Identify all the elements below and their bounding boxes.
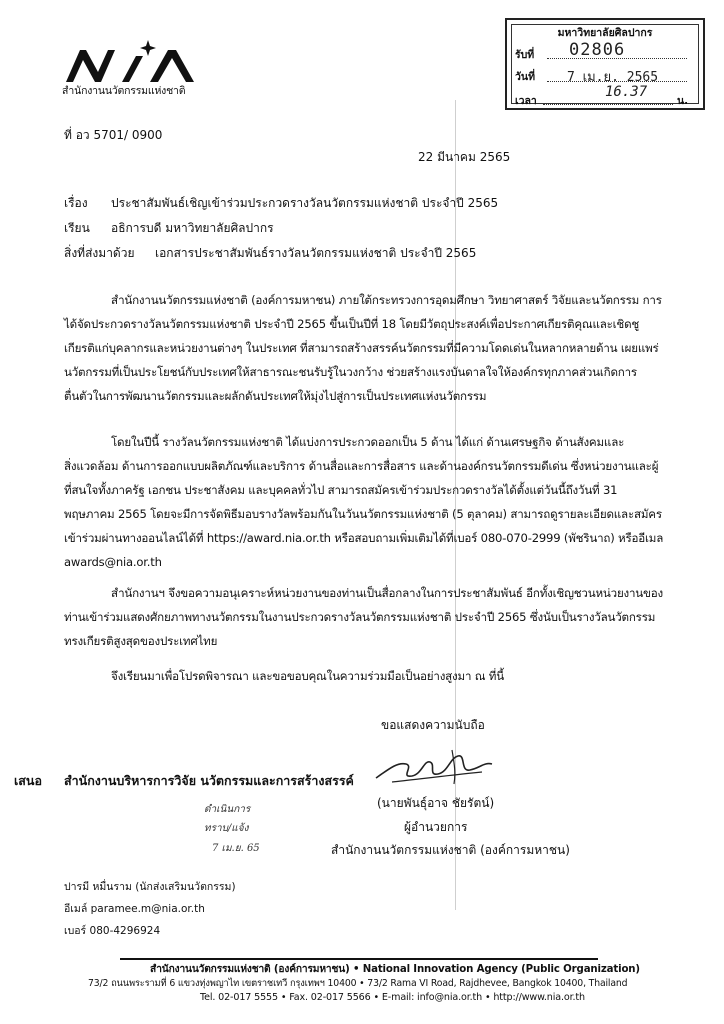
paragraph-2-line: สิ่งแวดล้อม ด้านการออกแบบผลิตภัณฑ์และบริการ ด้านสื่อและการสื่อสาร และด้านองค์กรนวัตกรรมดีเด่น ซึ่งหน่วยงานและผู้ (64, 459, 659, 473)
signatory-name: (นายพันธุ์อาจ ชัยรัตน์) (377, 796, 495, 810)
reference-number: ที่ อว 5701/ 0900 (64, 128, 163, 142)
paragraph-3-line: ท่านเข้าร่วมแสดงศักยภาพทางนวัตกรรมในงานประกวดรางวัลนวัตกรรมแห่งชาติ ประจำปี 2565 ซึ่งนับเป็นรางวัลนวัตกรรม (64, 610, 656, 624)
paragraph-2-line: พฤษภาคม 2565 โดยจะมีการจัดพิธีมอบรางวัลพร้อมกันในวันนวัตกรรมแห่งชาติ (5 ตุลาคม) สามารถดูรายละเอียดและสมัคร (64, 507, 662, 521)
paragraph-1-line: ตื่นตัวในการพัฒนานวัตกรรมและผลักดันประเทศให้มุ่งไปสู่การเป็นประเทศแห่งนวัตกรรม (64, 389, 487, 403)
closing-request: จึงเรียนมาเพื่อโปรดพิจารณา และขอขอบคุณในความร่วมมือเป็นอย่างสูงมา ณ ที่นี้ (111, 669, 504, 683)
stamp-date-value: 7 เม.ย. 2565 (567, 70, 659, 85)
paragraph-3-line: สำนักงานฯ จึงขอความอนุเคราะห์หน่วยงานของท่านเป็นสื่อกลางในการประชาสัมพันธ์ อีกทั้งเชิญชวนหน่วยงานของ (111, 586, 663, 600)
director-signature (372, 742, 497, 792)
stamp-time-value: 16.37 (605, 84, 648, 100)
footer-contact-line: Tel. 02-017 5555 • Fax. 02-017 5566 • E-mail: info@nia.or.th • http://www.nia.or.th (200, 992, 585, 1003)
contact-person: ปารมี หมื่นราม (นักส่งเสริมนวัตกรรม) (64, 881, 236, 893)
handwritten-note: ดำเนินการ (204, 804, 251, 815)
paragraph-2-line: โดยในปีนี้ รางวัลนวัตกรรมแห่งชาติ ได้แบ่งการประกวดออกเป็น 5 ด้าน ได้แก่ ด้านเศรษฐกิจ ด้านสังคมและ (111, 435, 625, 449)
footer-address-line: 73/2 ถนนพระรามที่ 6 แขวงทุ่งพญาไท เขตราชเทวี กรุงเทพฯ 10400 • 73/2 Rama VI Road, Rajdhevee, Bangkok 10400, Thailand (88, 978, 628, 989)
paragraph-1-line: นวัตกรรมที่เป็นประโยชน์กับประเทศให้สาธารณะชนรับรู้ในวงกว้าง ช่วยสร้างแรงบันดาลใจให้องค์กรทุกภาคส่วนเกิดการ (64, 365, 637, 379)
letter-date: 22 มีนาคม 2565 (418, 150, 511, 164)
paragraph-2-email: awards@nia.or.th (64, 555, 162, 569)
stamp-received-label: รับที่ (515, 49, 535, 61)
paragraph-1-line: สำนักงานนวัตกรรมแห่งชาติ (องค์การมหาชน) ภายใต้กระทรวงการอุดมศึกษา วิทยาศาสตร์ วิจัยและนวัตกรรม การ (111, 293, 662, 307)
regards-text: ขอแสดงความนับถือ (381, 718, 485, 732)
stamp-time-suffix: น. (677, 95, 689, 107)
attachment-text: เอกสารประชาสัมพันธ์รางวัลนวัตกรรมแห่งชาติ ประจำปี 2565 (155, 246, 477, 260)
contact-phone: เบอร์ 080-4296924 (64, 925, 161, 937)
subject-text: ประชาสัมพันธ์เชิญเข้าร่วมประกวดรางวัลนวัตกรรมแห่งชาติ ประจำปี 2565 (111, 196, 499, 210)
signatory-organization: สำนักงานนวัตกรรมแห่งชาติ (องค์การมหาชน) (331, 843, 570, 857)
recipient-text: อธิการบดี มหาวิทยาลัยศิลปากร (111, 221, 274, 235)
stamp-date-label: วันที่ (515, 71, 535, 83)
receiving-stamp (505, 18, 705, 110)
paragraph-1-line: เกียรติแก่บุคลากรและหน่วยงานต่างๆ ในประเทศ ที่สามารถสร้างสรรค์นวัตกรรมที่มีความโดดเด่นในหลากหลายด้าน เผยแพร่ (64, 341, 659, 355)
paragraph-1-line: ได้จัดประกวดรางวัลนวัตกรรมแห่งชาติ ประจำปี 2565 ขึ้นเป็นปีที่ 18 โดยมีวัตถุประสงค์เพื่อประกาศเกียรติคุณและเชิดชู (64, 317, 640, 331)
recipient-label: เรียน (64, 221, 90, 235)
contact-email: อีเมล์ paramee.m@nia.or.th (64, 903, 205, 915)
subject-label: เรื่อง (64, 196, 88, 210)
stamp-time-label: เวลา (515, 95, 537, 107)
stamp-title: มหาวิทยาลัยศิลปากร (557, 27, 653, 39)
paragraph-2-line: เข้าร่วมผ่านทางออนไลน์ได้ที่ https://award.nia.or.th หรือสอบถามเพิ่มเติมได้ที่เบอร์ 080-070-2999 (พัชรินาถ) หรืออีเมล (64, 531, 664, 545)
stamp-received-number: 02806 (569, 40, 626, 60)
footer-org-line: สำนักงานนวัตกรรมแห่งชาติ (องค์การมหาชน) • National Innovation Agency (Public Organization) (150, 964, 640, 975)
logo-text: สำนักงานนวัตกรรมแห่งชาติ (62, 85, 186, 97)
attachment-label: สิ่งที่ส่งมาด้วย (64, 246, 135, 260)
signatory-position: ผู้อำนวยการ (404, 820, 468, 834)
footer-rule (120, 958, 598, 960)
routing-recipient: สำนักงานบริหารการวิจัย นวัตกรรมและการสร้างสรรค์ (64, 773, 354, 788)
paragraph-3-line: ทรงเกียรติสูงสุดของประเทศไทย (64, 634, 218, 648)
paragraph-2-line: ที่สนใจทั้งภาครัฐ เอกชน ประชาสังคม และบุคคลทั่วไป สามารถสมัครเข้าร่วมประกวดรางวัลได้ตั้งแต่วันนี้ถึงวันที่ 31 (64, 483, 618, 497)
handwritten-note: 7 เม.ย. 65 (212, 843, 260, 854)
stamp-dotline (543, 104, 673, 105)
handwritten-note: ทราบ/แจ้ง (204, 823, 249, 834)
routing-label: เสนอ (14, 773, 42, 788)
nia-logo-mark (64, 38, 214, 86)
